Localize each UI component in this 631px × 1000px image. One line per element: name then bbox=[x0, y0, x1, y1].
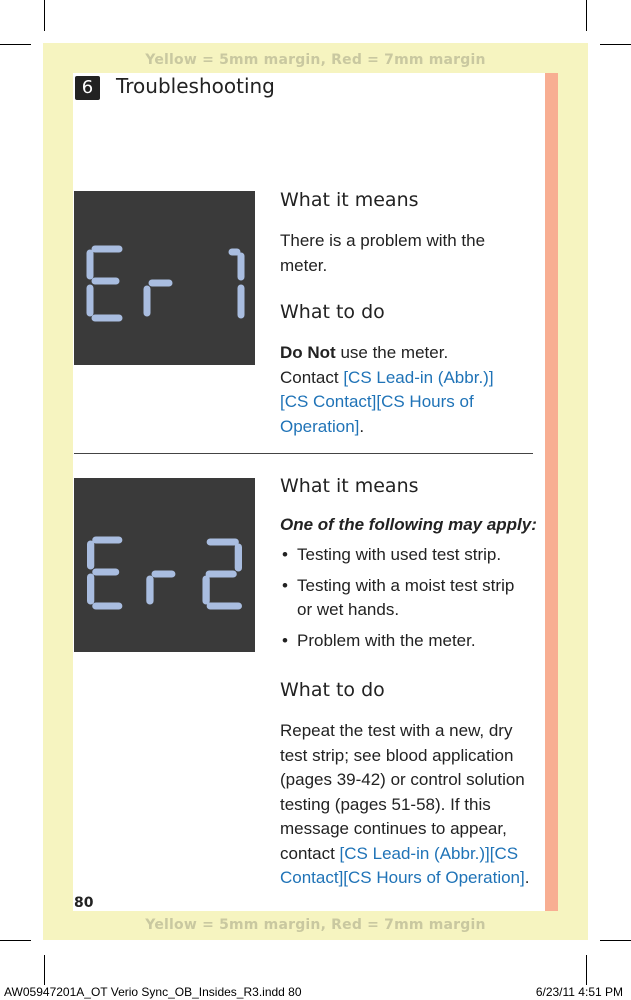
do-not-label: Do Not bbox=[280, 343, 336, 362]
red-margin-bar bbox=[545, 73, 558, 911]
what-it-means-heading-1: What it means bbox=[280, 189, 419, 211]
contact-suffix-1: . bbox=[359, 416, 365, 436]
print-slug-date: 6/23/11 4:51 PM bbox=[535, 985, 623, 999]
crop-mark bbox=[0, 940, 31, 941]
section-divider bbox=[74, 453, 533, 454]
what-to-do-text-1 bbox=[280, 341, 520, 439]
may-apply-intro: One of the following may apply: bbox=[280, 515, 537, 534]
do-not-rest: use the meter. bbox=[335, 343, 449, 362]
what-to-do-text-2 bbox=[280, 719, 536, 891]
crop-mark bbox=[44, 955, 45, 985]
crop-mark bbox=[586, 955, 587, 985]
page-number: 80 bbox=[74, 895, 94, 911]
cs-contact-link-1[interactable]: [CS Lead-in (Abbr.)][CS Contact][CS Hours of Operation] bbox=[280, 367, 494, 436]
top-margin-label: Yellow = 5mm margin, Red = 7mm margin bbox=[145, 52, 486, 68]
what-it-means-heading-2: What it means bbox=[280, 475, 419, 497]
crop-mark bbox=[586, 0, 587, 31]
crop-mark bbox=[600, 44, 631, 45]
bottom-margin-label: Yellow = 5mm margin, Red = 7mm margin bbox=[145, 917, 486, 933]
chapter-number-badge: 6 bbox=[75, 76, 100, 100]
cause-list bbox=[280, 543, 532, 653]
action-text-2: Repeat the test with a new, dry test strip; see blood application (pages 39-42) or control solution testing (pages 51-58). If this message continues to appear, contact bbox=[280, 721, 525, 863]
what-to-do-heading-1: What to do bbox=[280, 301, 385, 323]
what-to-do-heading-2: What to do bbox=[280, 679, 385, 701]
print-slug-file: AW05947201A_OT Verio Sync_OB_Insides_R3.indd 80 bbox=[4, 985, 302, 999]
crop-mark bbox=[44, 0, 45, 31]
cause-item: • Problem with the meter. bbox=[280, 629, 532, 654]
cause-item: • Testing with used test strip. bbox=[280, 543, 532, 568]
crop-mark bbox=[0, 44, 31, 45]
lcd-error-display-1 bbox=[74, 191, 255, 365]
what-it-means-list-2 bbox=[280, 543, 532, 659]
er1-lcd-glyph bbox=[74, 191, 255, 365]
what-it-means-intro-2 bbox=[280, 513, 542, 538]
contact-prefix-1: Contact bbox=[280, 367, 344, 387]
cause-item: • Testing with a moist test strip or wet hands. bbox=[280, 574, 532, 623]
lcd-error-display-2 bbox=[74, 478, 255, 652]
cs-contact-link-2[interactable]: [CS Lead-in (Abbr.)][CS Contact][CS Hours of Operation] bbox=[280, 843, 525, 887]
what-it-means-text-1: There is a problem with the meter. bbox=[280, 231, 486, 275]
crop-mark bbox=[600, 940, 631, 941]
contact-suffix-2: . bbox=[524, 868, 530, 887]
chapter-title: Troubleshooting bbox=[116, 74, 275, 98]
er2-lcd-glyph bbox=[74, 478, 255, 652]
